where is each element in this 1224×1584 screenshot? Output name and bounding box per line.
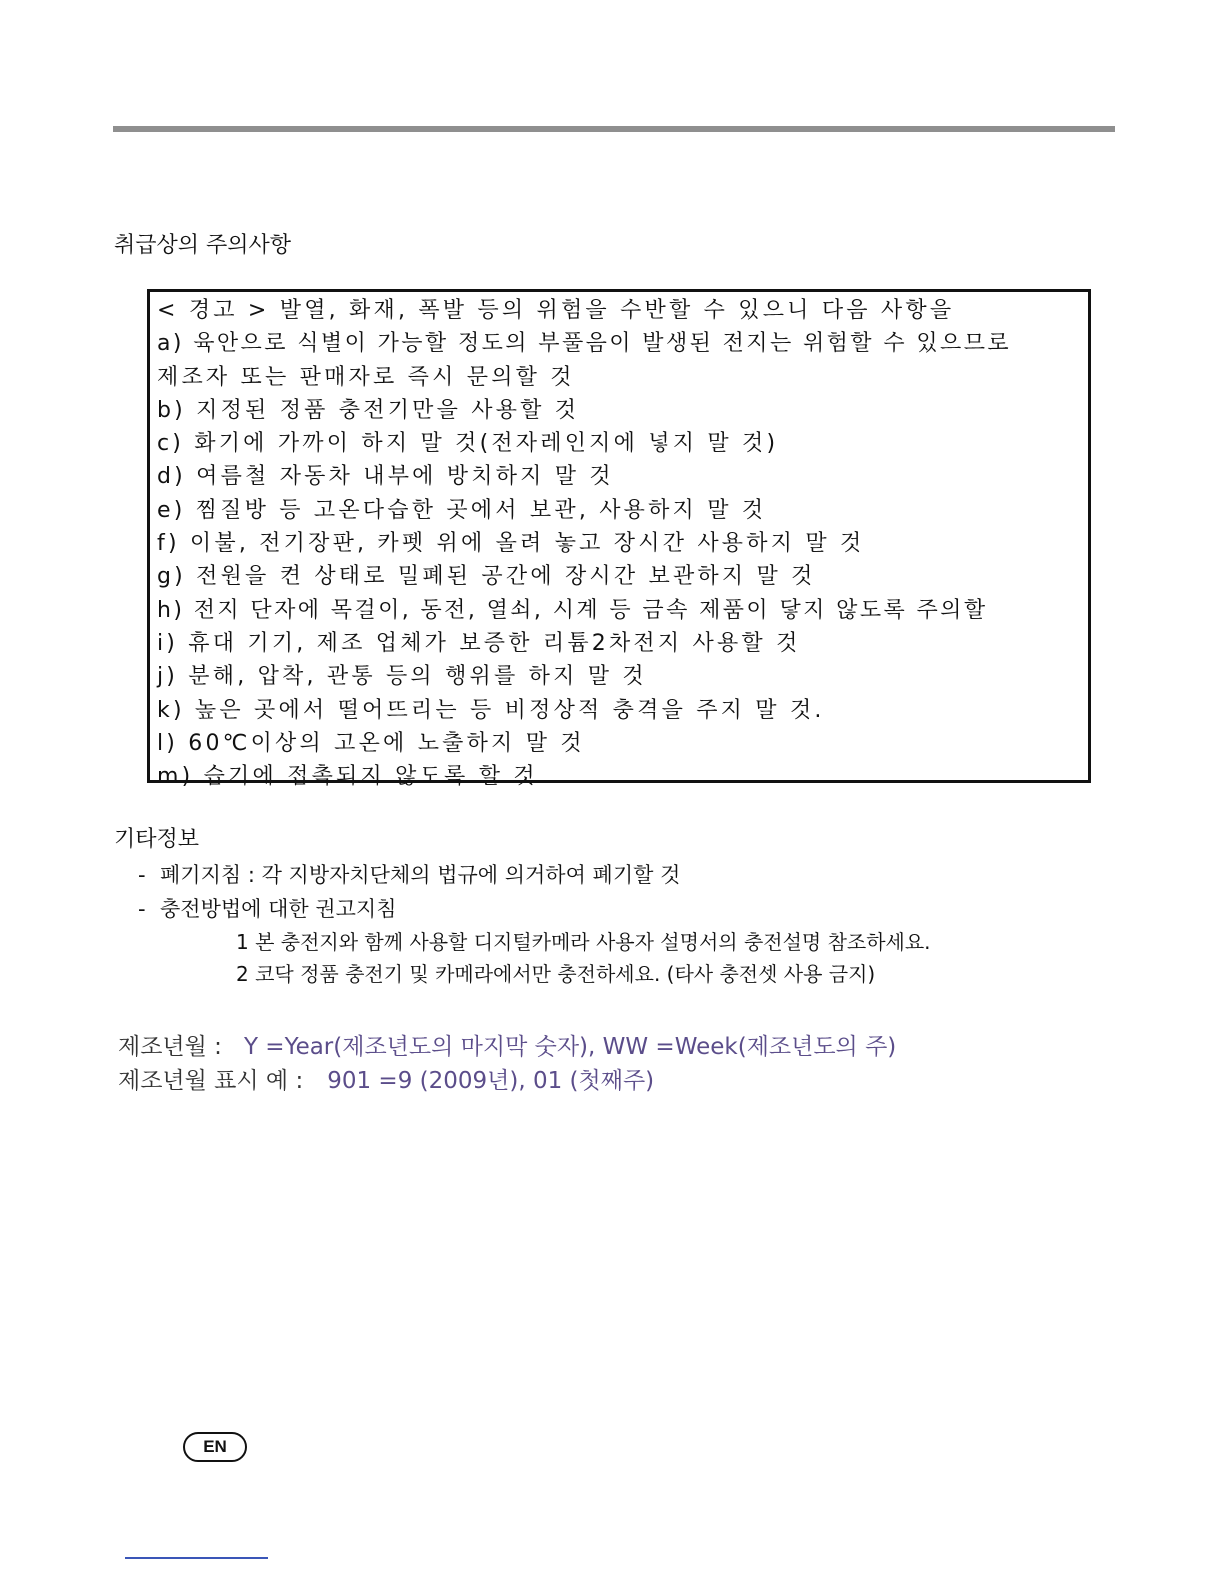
warning-item-e: e) 찜질방 등 고온다습한 곳에서 보관, 사용하지 말 것 <box>157 497 767 523</box>
header-rule <box>113 126 1115 132</box>
warning-item-b: b) 지정된 정품 충전기만을 사용할 것 <box>157 397 580 423</box>
warning-item-h: h) 전지 단자에 목걸이, 동전, 열쇠, 시계 등 금속 제품이 닿지 않도록 주의할 <box>157 597 988 623</box>
manufacture-format-value: Y =Year(제조년도의 마지막 숫자), WW =Week(제조년도의 주) <box>243 1034 897 1060</box>
handling-precautions-heading: 취급상의 주의사항 <box>114 233 292 258</box>
warning-item-j: j) 분해, 압착, 관통 등의 행위를 하지 말 것 <box>157 664 647 690</box>
disposal-guideline-text: 폐기지침 : 각 지방자치단체의 법규에 의거하여 폐기할 것 <box>160 863 681 887</box>
warning-item-m: m) 습기에 접촉되지 않도록 할 것 <box>157 764 538 790</box>
warning-item-c: c) 화기에 가까이 하지 말 것(전자레인지에 넣지 말 것) <box>157 431 779 457</box>
manufacture-example-label: 제조년월 표시 예 : <box>118 1068 304 1094</box>
warning-item-a-cont: 제조자 또는 판매자로 즉시 문의할 것 <box>157 364 575 390</box>
warning-item-k: k) 높은 곳에서 떨어뜨리는 등 비정상적 충격을 주지 말 것. <box>157 697 825 723</box>
manufacture-label: 제조년월 : <box>118 1034 222 1060</box>
warning-box <box>147 289 1091 790</box>
manufacture-example-value: 901 =9 (2009년), 01 (첫째주) <box>327 1068 655 1094</box>
charging-step-1: 1 본 충전지와 함께 사용할 디지털카메라 사용자 설명서의 충전설명 참조하세요. <box>236 930 931 954</box>
manufacture-date-example <box>118 1064 654 1098</box>
footer-rule <box>125 1557 268 1559</box>
dash-bullet: - <box>138 863 146 887</box>
other-info-list <box>138 858 680 926</box>
charging-step-2: 2 코닥 정품 충전기 및 카메라에서만 충전하세요. (타사 충전셋 사용 금지) <box>236 962 876 986</box>
disposal-guideline <box>138 858 680 892</box>
language-badge: EN <box>183 1432 247 1462</box>
dash-bullet: - <box>138 897 146 921</box>
warning-item-g: g) 전원을 켠 상태로 밀폐된 공간에 장시간 보관하지 말 것 <box>157 564 816 590</box>
manufacture-date-format <box>118 1030 896 1064</box>
warning-item-l: l) 60℃이상의 고온에 노출하지 말 것 <box>157 730 585 756</box>
warning-item-f: f) 이불, 전기장판, 카펫 위에 올려 놓고 장시간 사용하지 말 것 <box>157 531 865 557</box>
other-info-heading: 기타정보 <box>114 827 200 852</box>
warning-item-d: d) 여름철 자동차 내부에 방치하지 말 것 <box>157 464 614 490</box>
charging-guideline <box>138 892 680 926</box>
warning-item-i: i) 휴대 기기, 제조 업체가 보증한 리튬2차전지 사용할 것 <box>157 630 801 656</box>
warning-item-a: a) 육안으로 식별이 가능할 정도의 부풀음이 발생된 전지는 위험할 수 있으므로 <box>157 331 1012 357</box>
warning-header: < 경고 > 발열, 화재, 폭발 등의 위험을 수반할 수 있으니 다음 사항을 <box>157 298 955 323</box>
charging-guideline-text: 충전방법에 대한 권고지침 <box>160 897 397 921</box>
